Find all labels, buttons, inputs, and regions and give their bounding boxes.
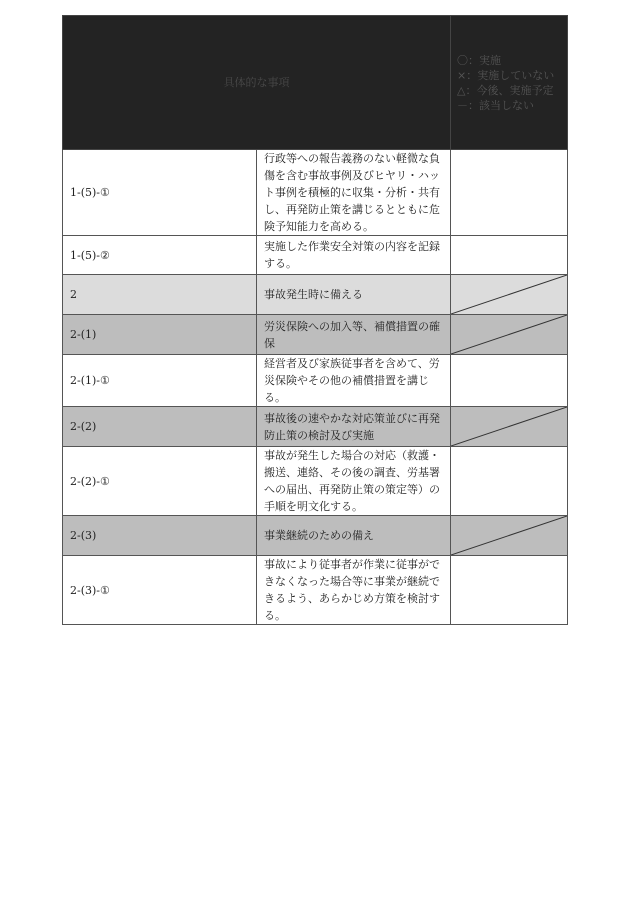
diagonal-strike <box>451 315 567 354</box>
legend-item: △：今後、実施予定 <box>457 83 554 97</box>
status-cell[interactable] <box>451 236 568 275</box>
table-row <box>63 407 568 447</box>
item-text: 事故が発生した場合の対応（救護・搬送、連絡、その後の調査、労基署への届出、再発防止策の策定等）の手順を明文化する。 <box>257 447 451 516</box>
item-id: 2-(3) <box>63 516 257 556</box>
item-text: 事故後の速やかな対応策並びに再発防止策の検討及び実施 <box>257 407 451 447</box>
table-row <box>63 315 568 355</box>
item-text: 事業継続のための備え <box>257 516 451 556</box>
legend-item: －：該当しない <box>457 98 534 112</box>
header-title: 具体的な事項 <box>63 16 451 150</box>
status-cell[interactable] <box>451 447 568 516</box>
item-id: 2 <box>63 275 257 315</box>
item-text: 行政等への報告義務のない軽微な負傷を含む事故事例及びヒヤリ・ハット事例を積極的に収集・分析・共有し、再発防止策を講じるとともに危険予知能力を高める。 <box>257 150 451 236</box>
status-cell-disabled <box>451 516 568 556</box>
table-row <box>63 355 568 407</box>
table-row <box>63 275 568 315</box>
table-row <box>63 556 568 625</box>
diagonal-strike <box>451 275 567 314</box>
item-text: 事故発生時に備える <box>257 275 451 315</box>
item-id: 2-(2) <box>63 407 257 447</box>
table-row <box>63 150 568 236</box>
status-cell-disabled <box>451 275 568 315</box>
item-text: 経営者及び家族従事者を含めて、労災保険やその他の補償措置を講じる。 <box>257 355 451 407</box>
status-legend <box>451 16 568 150</box>
status-cell-disabled <box>451 315 568 355</box>
item-id: 1-(5)-② <box>63 236 257 275</box>
item-id: 2-(2)-① <box>63 447 257 516</box>
item-text: 実施した作業安全対策の内容を記録する。 <box>257 236 451 275</box>
status-cell[interactable] <box>451 150 568 236</box>
status-cell-disabled <box>451 407 568 447</box>
table-row <box>63 236 568 275</box>
status-cell[interactable] <box>451 355 568 407</box>
item-id: 2-(1) <box>63 315 257 355</box>
legend-item: 〇：実施 <box>457 53 501 67</box>
item-id: 2-(3)-① <box>63 556 257 625</box>
checklist-table <box>62 15 568 625</box>
item-text: 事故により従事者が作業に従事ができなくなった場合等に事業が継続できるよう、あらかじめ方策を検討する。 <box>257 556 451 625</box>
table-row <box>63 516 568 556</box>
status-cell[interactable] <box>451 556 568 625</box>
item-id: 2-(1)-① <box>63 355 257 407</box>
diagonal-strike <box>451 407 567 446</box>
diagonal-strike <box>451 516 567 555</box>
table-row <box>63 447 568 516</box>
item-id: 1-(5)-① <box>63 150 257 236</box>
item-text: 労災保険への加入等、補償措置の確保 <box>257 315 451 355</box>
table-header <box>63 16 568 150</box>
legend-item: ×：実施していない <box>457 68 555 82</box>
